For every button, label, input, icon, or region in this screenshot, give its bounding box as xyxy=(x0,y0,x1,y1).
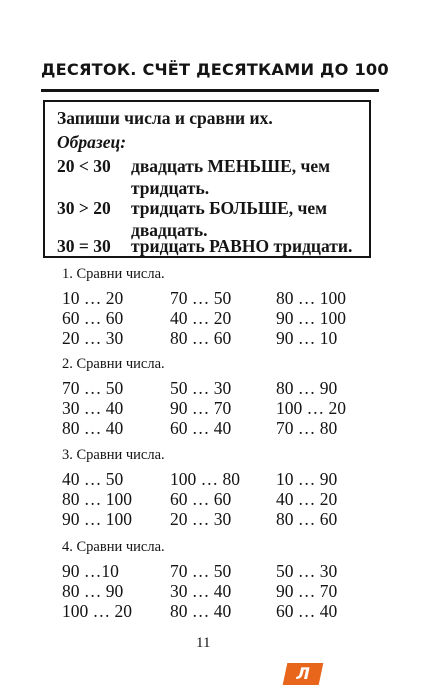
comparison-item: 50 … 30 xyxy=(276,561,338,581)
comparison-item: 100 … 20 xyxy=(62,601,132,621)
rule-instruction: Запиши числа и сравни их. xyxy=(57,108,273,128)
comparison-item: 70 … 80 xyxy=(276,418,338,438)
exercise-heading: 1. Сравни числа. xyxy=(62,266,165,282)
example-text: тридцать. xyxy=(131,178,210,198)
comparison-item: 80 … 90 xyxy=(276,378,338,398)
comparison-item: 90 … 100 xyxy=(62,509,132,529)
example-text: двадцать. xyxy=(131,220,208,240)
example-text: тридцать БОЛЬШЕ, чем xyxy=(131,198,328,218)
comparison-item: 40 … 50 xyxy=(62,469,124,489)
page-title: ДЕСЯТОК. СЧЁТ ДЕСЯТКАМИ ДО 100 xyxy=(41,60,389,79)
comparison-item: 80 … 40 xyxy=(62,418,124,438)
comparison-item: 60 … 40 xyxy=(170,418,232,438)
comparison-item: 70 … 50 xyxy=(170,288,232,308)
comparison-item: 90 … 10 xyxy=(276,328,338,348)
comparison-item: 40 … 20 xyxy=(276,489,338,509)
comparison-item: 10 … 90 xyxy=(276,469,338,489)
comparison-item: 100 … 80 xyxy=(170,469,240,489)
comparison-item: 90 … 70 xyxy=(276,581,338,601)
comparison-item: 80 … 100 xyxy=(276,288,346,308)
example-expression: 30 = 30 xyxy=(57,236,111,256)
example-text: двадцать МЕНЬШЕ, чем xyxy=(131,156,331,176)
example-expression: 20 < 30 xyxy=(57,156,111,176)
example-text: тридцать РАВНО тридцати. xyxy=(131,236,353,256)
comparison-item: 80 … 40 xyxy=(170,601,232,621)
comparison-item: 60 … 60 xyxy=(170,489,232,509)
comparison-item: 30 … 40 xyxy=(62,398,124,418)
comparison-item: 30 … 40 xyxy=(170,581,232,601)
comparison-item: 20 … 30 xyxy=(62,328,124,348)
comparison-item: 60 … 40 xyxy=(276,601,338,621)
comparison-item: 90 …10 xyxy=(62,561,119,581)
publisher-logo-icon: Л xyxy=(283,663,324,685)
comparison-item: 60 … 60 xyxy=(62,308,124,328)
comparison-item: 80 … 100 xyxy=(62,489,132,509)
page-number: 11 xyxy=(196,635,211,651)
exercise-heading: 3. Сравни числа. xyxy=(62,447,165,463)
exercise-heading: 2. Сравни числа. xyxy=(62,356,165,372)
comparison-item: 90 … 70 xyxy=(170,398,232,418)
comparison-item: 80 … 60 xyxy=(170,328,232,348)
exercise-heading: 4. Сравни числа. xyxy=(62,539,165,555)
comparison-item: 20 … 30 xyxy=(170,509,232,529)
comparison-item: 50 … 30 xyxy=(170,378,232,398)
rule-box xyxy=(43,100,371,258)
comparison-item: 70 … 50 xyxy=(62,378,124,398)
example-expression: 30 > 20 xyxy=(57,198,111,218)
comparison-item: 100 … 20 xyxy=(276,398,346,418)
title-underline xyxy=(41,89,379,92)
comparison-item: 80 … 90 xyxy=(62,581,124,601)
comparison-item: 10 … 20 xyxy=(62,288,124,308)
sample-label: Образец: xyxy=(57,132,127,152)
comparison-item: 40 … 20 xyxy=(170,308,232,328)
comparison-item: 80 … 60 xyxy=(276,509,338,529)
comparison-item: 70 … 50 xyxy=(170,561,232,581)
comparison-item: 90 … 100 xyxy=(276,308,346,328)
